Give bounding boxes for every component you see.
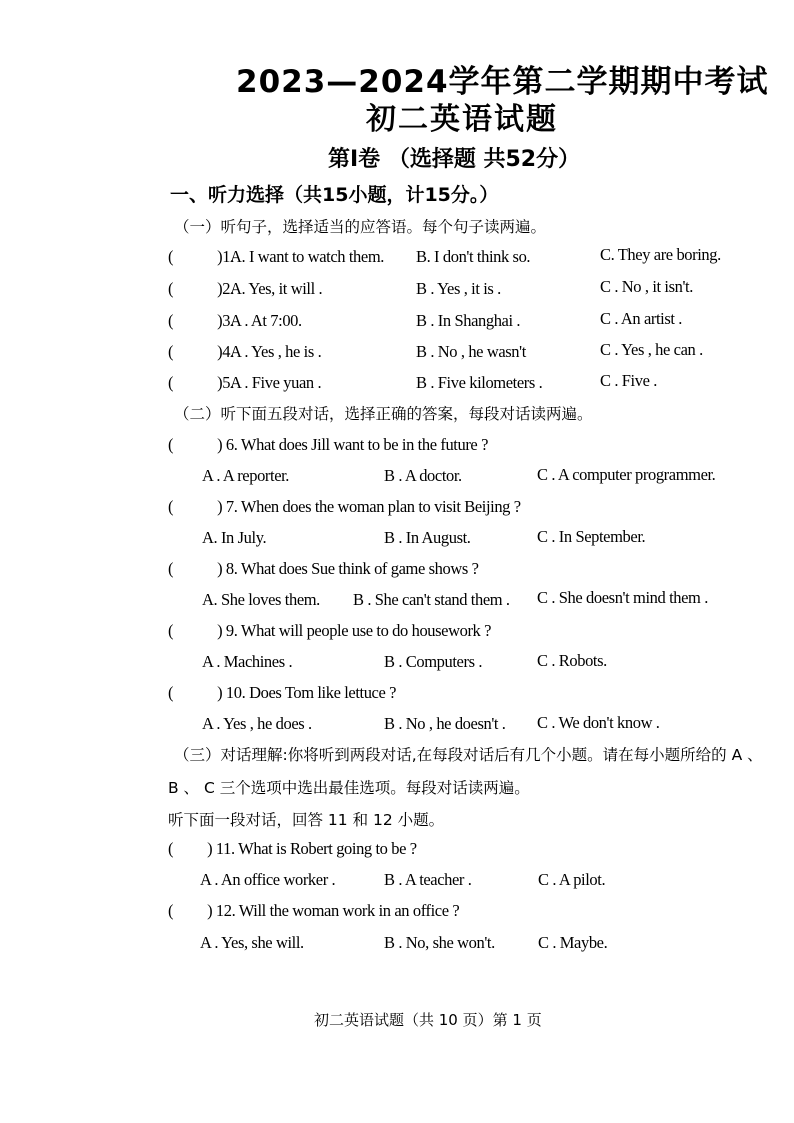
volume-heading: 第I卷 （选择题 共52分）: [328, 147, 581, 172]
question-row: [168, 901, 459, 921]
question-number: )3.: [217, 311, 234, 330]
question-stem: ) 6. What does Jill want to be in the future ?: [217, 435, 488, 454]
option-b: B . Computers .: [384, 652, 483, 671]
option-a: A. Yes, it will .: [230, 279, 323, 298]
question-row: [168, 497, 521, 517]
option-c: C. They are boring.: [600, 245, 721, 264]
question-row: [168, 839, 417, 859]
answer-blank[interactable]: (: [168, 342, 174, 361]
answer-blank[interactable]: (: [168, 435, 174, 454]
option-c: C . We don't know .: [537, 713, 660, 732]
option-c: C . Five .: [600, 371, 657, 390]
answer-blank[interactable]: (: [168, 311, 174, 330]
answer-blank[interactable]: (: [168, 839, 174, 858]
question-row: [168, 621, 491, 641]
option-a: A . A reporter.: [202, 466, 290, 485]
section-heading: 一、听力选择（共15小题，计15分。）: [170, 184, 499, 206]
answer-blank[interactable]: (: [168, 279, 174, 298]
answer-blank[interactable]: (: [168, 373, 174, 392]
question-number: )5.: [217, 373, 234, 392]
option-c: C . A pilot.: [538, 870, 606, 889]
option-a: A. I want to watch them.: [230, 247, 384, 266]
option-c: C . Maybe.: [538, 933, 608, 952]
option-a: A. In July.: [202, 528, 267, 547]
option-b: B . No , he doesn't .: [384, 714, 506, 733]
option-b: B . A doctor.: [384, 466, 462, 485]
question-row: [168, 342, 234, 362]
option-c: C . She doesn't mind them .: [537, 588, 708, 607]
option-b: B. I don't think so.: [416, 247, 531, 266]
question-row: [168, 683, 396, 703]
option-b: B . No, she won't.: [384, 933, 495, 952]
exam-subtitle: 初二英语试题: [366, 102, 558, 137]
question-number: )1.: [217, 247, 234, 266]
option-b: B . Yes , it is .: [416, 279, 501, 298]
option-c: C . A computer programmer.: [537, 465, 716, 484]
option-b: B . A teacher .: [384, 870, 472, 889]
answer-blank[interactable]: (: [168, 247, 174, 266]
option-a: A. She loves them.: [202, 590, 320, 609]
option-b: B . In August.: [384, 528, 471, 547]
option-a: A . At 7:00.: [230, 311, 302, 330]
page-footer: 初二英语试题（共 10 页）第 1 页: [314, 1011, 542, 1029]
option-b: B . She can't stand them .: [353, 590, 510, 609]
answer-blank[interactable]: (: [168, 621, 174, 640]
option-c: C . No , it isn't.: [600, 277, 693, 296]
question-stem: ) 9. What will people use to do housework ?: [217, 621, 492, 640]
question-row: [168, 559, 479, 579]
option-a: A . An office worker .: [200, 870, 336, 889]
question-number: )2.: [217, 279, 234, 298]
part2-instruction: （二）听下面五段对话，选择正确的答案，每段对话读两遍。: [174, 405, 593, 423]
question-row: [168, 435, 488, 455]
part3-sub-instruction: 听下面一段对话，回答 11 和 12 小题。: [168, 811, 445, 829]
question-stem: ) 7. When does the woman plan to visit Beijing ?: [217, 497, 521, 516]
question-stem: ) 8. What does Sue think of game shows ?: [217, 559, 479, 578]
option-a: A . Yes, she will.: [200, 933, 304, 952]
option-c: C . Yes , he can .: [600, 340, 703, 359]
option-a: A . Yes , he does .: [202, 714, 312, 733]
option-b: B . In Shanghai .: [416, 311, 521, 330]
answer-blank[interactable]: (: [168, 901, 174, 920]
exam-title: 2023—2024学年第二学期期中考试: [236, 64, 769, 100]
option-b: B . Five kilometers .: [416, 373, 543, 392]
option-b: B . No , he wasn't: [416, 342, 526, 361]
question-stem: ) 12. Will the woman work in an office ?: [207, 901, 460, 920]
option-c: C . Robots.: [537, 651, 607, 670]
option-a: A . Five yuan .: [230, 373, 322, 392]
answer-blank[interactable]: (: [168, 559, 174, 578]
question-row: [168, 247, 234, 267]
question-row: [168, 279, 234, 299]
question-number: )4.: [217, 342, 234, 361]
option-a: A . Yes , he is .: [230, 342, 322, 361]
option-c: C . In September.: [537, 527, 646, 546]
answer-blank[interactable]: (: [168, 683, 174, 702]
question-stem: ) 10. Does Tom like lettuce ?: [217, 683, 397, 702]
part3-instruction-continued: B 、 C 三个选项中选出最佳选项。每段对话读两遍。: [168, 779, 530, 797]
question-row: [168, 311, 234, 331]
option-c: C . An artist .: [600, 309, 683, 328]
answer-blank[interactable]: (: [168, 497, 174, 516]
part1-instruction: （一）听句子，选择适当的应答语。每个句子读两遍。: [174, 218, 547, 236]
question-row: [168, 373, 234, 393]
option-a: A . Machines .: [202, 652, 293, 671]
part3-instruction: （三）对话理解:你将听到两段对话,在每段对话后有几个小题。请在每小题所给的 A 、: [174, 746, 763, 764]
question-stem: ) 11. What is Robert going to be ?: [207, 839, 417, 858]
